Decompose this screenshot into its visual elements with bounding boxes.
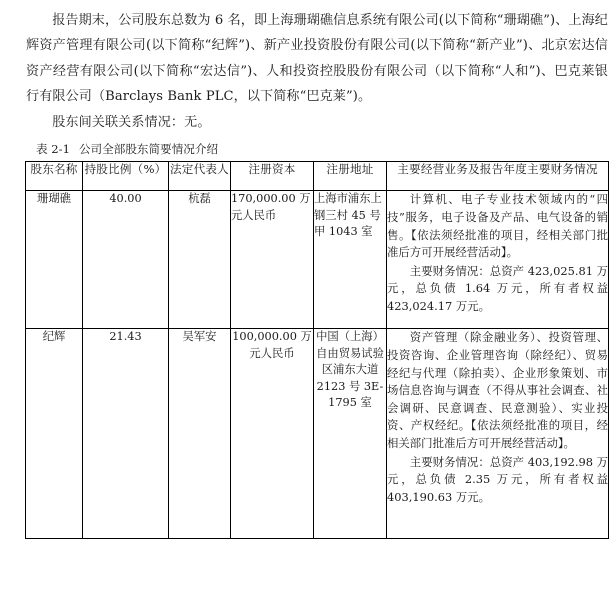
business-scope-text: 资产管理（除金融业务）、投资管理、投资咨询、企业管理咨询（除经纪）、贸易经纪与代理（除拍卖）、企业形象策划、市场信息咨询与调查（不得从事社会调查、社会调研、民意调查、民意测验）、实业投资、产权经纪。【依法须经批准的项目，经相关部门批准后方可开展经营活动】。: [387, 330, 608, 451]
cell-shareholder-name: 珊瑚礁: [26, 191, 83, 329]
column-header-ratio: 持股比例（%）: [83, 162, 169, 191]
column-header-address: 注册地址: [314, 162, 387, 191]
financial-summary-text: 主要财务情况：总资产 423,025.81 万元，总负债 1.64 万元，所有者权益 423,024.17 万元。: [387, 263, 608, 314]
column-header-name: 股东名称: [26, 162, 83, 191]
cell-registered-capital: 170,000.00 万元人民币: [231, 191, 314, 329]
cell-legal-representative: 杭磊: [169, 191, 231, 329]
table-header: [26, 162, 609, 191]
table-row: [26, 191, 609, 329]
table-body: [26, 191, 609, 539]
business-scope-text: 计算机、电子专业技术领域内的“四技”服务，电子设备及产品、电气设备的销售。【依法须经批准的项目，经相关部门批准后方可开展经营活动】。: [387, 192, 608, 260]
cell-shareholder-name: 纪辉: [26, 329, 83, 539]
cell-registered-address: 上海市浦东上钢三村 45 号甲 1043 室: [314, 191, 387, 329]
intro-paragraphs: [0, 0, 616, 135]
table-caption-title: 公司全部股东简要情况介绍: [78, 142, 219, 157]
cell-business-and-financials: [387, 191, 609, 329]
shareholders-table: [25, 161, 609, 539]
column-header-capital: 注册资本: [231, 162, 314, 191]
table-caption: [36, 142, 616, 156]
cell-registered-capital: 100,000.00 万元人民币: [231, 329, 314, 539]
column-header-business: 主要经营业务及报告年度主要财务情况: [387, 162, 609, 191]
cell-legal-representative: 吴军安: [169, 329, 231, 539]
column-header-legal-rep: 法定代表人: [169, 162, 231, 191]
shareholders-table-wrapper: [25, 161, 608, 539]
paragraph-related-relationship: 股东间关联关系情况：无。: [52, 115, 211, 131]
paragraph-shareholder-summary: 报告期末，公司股东总数为 6 名，即上海珊瑚礁信息系统有限公司(以下简称“珊瑚礁”)、上海纪辉资产管理有限公司(以下简称“纪辉”)、新产业投资股份有限公司(以下简称“新产业”)、北京宏达信资产经营有限公司(以下简称“宏达信”)、人和投资控股股份有限公司（以下简称“人和”)、巴克莱银行有限公司（Barclays Bank PLC，以下简称“巴克莱”)。: [26, 13, 608, 104]
cell-shareholding-ratio: 40.00: [83, 191, 169, 329]
table-row: [26, 329, 609, 539]
table-caption-number: 表 2-1: [36, 142, 70, 157]
cell-registered-address: 中国（上海）自由贸易试验区浦东大道 2123 号 3E-1795 室: [314, 329, 387, 539]
cell-shareholding-ratio: 21.43: [83, 329, 169, 539]
table-header-row: [26, 162, 609, 191]
cell-business-and-financials: [387, 329, 609, 539]
financial-summary-text: 主要财务情况：总资产 403,192.98 万元，总负债 2.35 万元，所有者权益 403,190.63 万元。: [387, 454, 608, 504]
